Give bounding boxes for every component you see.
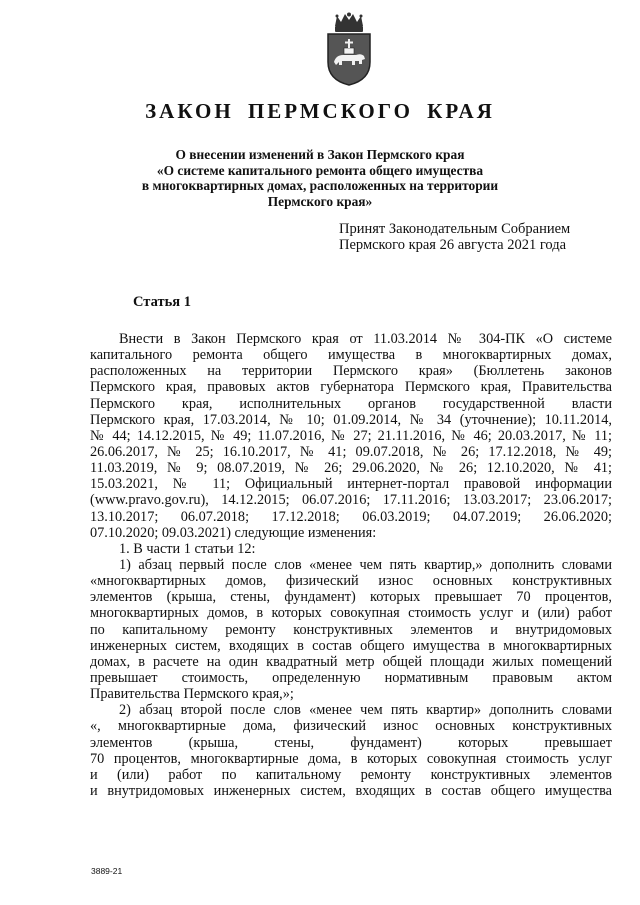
body-line: и внутридомовых инженерных систем, входящих в состав общего имущества [90, 782, 612, 799]
body-line: 70 процентов, многоквартирные дома, в которых совокупная стоимость услуг [90, 750, 612, 767]
subtitle-line: «О системе капитального ремонта общего имущества [156, 162, 484, 178]
perm-krai-coat-of-arms-icon [323, 12, 375, 86]
body-line: 07.10.2020; 09.03.2021) следующие изменения: [90, 524, 377, 541]
adoption-line: Пермского края 26 августа 2021 года [339, 236, 567, 253]
body-line: инженерных систем, входящих в состав общего имущества в многоквартирных [90, 637, 612, 654]
article-heading: Статья 1 [133, 294, 191, 310]
body-line: Внести в Закон Пермского края от 11.03.2014 № 304-ПК «О системе [119, 331, 612, 347]
article-body [90, 331, 612, 799]
document-code: 3889-21 [91, 866, 123, 876]
body-line: элементов (крыша, стены, фундамент) которых превышает [90, 734, 612, 751]
body-line: расположенных на территории Пермского края» (Бюллетень законов [90, 363, 612, 380]
law-subtitle [120, 147, 520, 209]
body-line: капитального ремонта общего имущества в многоквартирных домах, [90, 347, 612, 364]
body-line: домах, в расчете на один квадратный метр общей площади жилых помещений [90, 653, 612, 670]
body-line: № 44; 14.12.2015, № 49; 11.07.2016, № 27; 21.11.2016, № 46; 20.03.2017, № 11; [90, 427, 612, 444]
body-line: 13.10.2017; 06.07.2018; 17.12.2018; 06.03.2019; 04.07.2019; 26.06.2020; [90, 508, 612, 525]
body-line: элементов (крыша, стены, фундамент) которых превышает 70 процентов, [90, 589, 612, 606]
body-line: (www.pravo.gov.ru), 14.12.2015; 06.07.2016; 17.11.2016; 13.03.2017; 23.06.2017; [90, 492, 612, 509]
body-line: 26.06.2017, № 25; 16.10.2017, № 41; 09.07.2018, № 26; 17.12.2018, № 49; [90, 443, 612, 460]
body-line: 1) абзац первый после слов «менее чем пять квартир,» дополнить словами [119, 556, 612, 573]
body-line: 11.03.2019, № 9; 08.07.2019, № 26; 29.06.2020, № 26; 12.10.2020, № 41; [90, 460, 612, 477]
subtitle-line: Пермского края» [267, 193, 373, 209]
adoption-note [339, 222, 570, 253]
body-line: превышает стоимость, определенную нормативным правовым актом [90, 669, 612, 686]
body-line: Пермского края, 17.03.2014, № 10; 01.09.2014, № 34 (уточнение); 10.11.2014, [90, 411, 612, 428]
body-line: 2) абзац второй после слов «менее чем пять квартир» дополнить словами [119, 702, 612, 719]
body-line: 1. В части 1 статьи 12: [119, 540, 256, 557]
subtitle-line: в многоквартирных домах, расположенных на территории [141, 178, 499, 194]
body-line: по капитальному ремонту конструктивных элементов и внутридомовых [90, 621, 612, 638]
body-line: Пермского края, правовых актов губернатора Пермского края, Правительства [90, 379, 612, 396]
subtitle-line: О внесении изменений в Закон Пермского края [175, 147, 465, 162]
body-line: Правительства Пермского края,»; [90, 686, 294, 703]
body-line: многоквартирных домов, в которых совокупная стоимость услуг и (или) работ [90, 605, 612, 622]
law-title: ЗАКОН ПЕРМСКОГО КРАЯ [145, 99, 495, 123]
adoption-line: Принят Законодательным Собранием [339, 221, 571, 237]
body-line: «, многоквартирные дома, физический износ основных конструктивных [90, 718, 612, 735]
body-line: «многоквартирных домов, физический износ основных конструктивных [90, 573, 612, 590]
body-line: и (или) работ по капитальному ремонту конструктивных элементов [90, 766, 612, 783]
body-line: 15.03.2021, № 11; Официальный интернет-портал правовой информации [90, 476, 612, 493]
body-line: Пермского края, исполнительных органов государственной власти [90, 395, 612, 412]
